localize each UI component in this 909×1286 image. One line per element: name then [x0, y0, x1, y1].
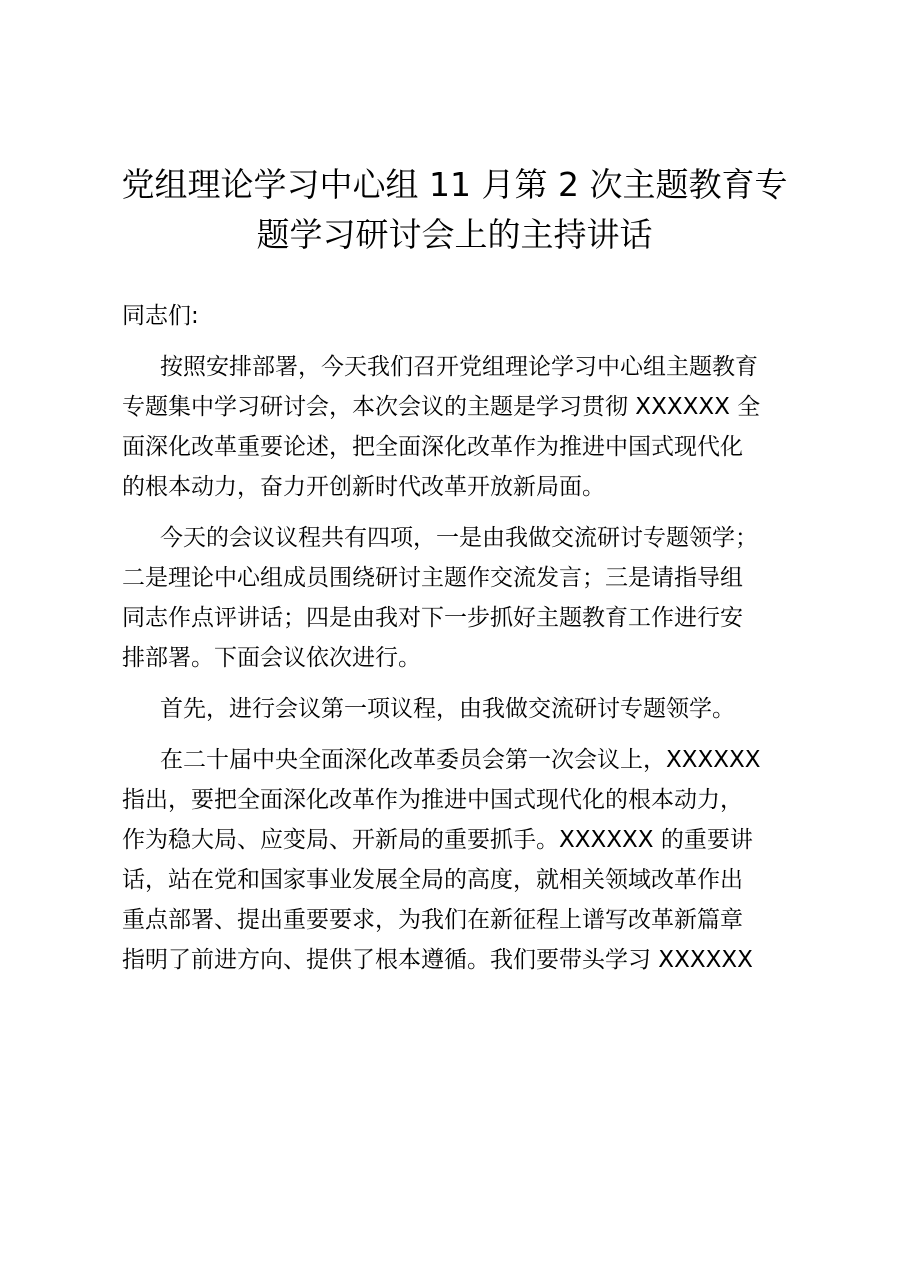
paragraph-line: 排部署。下面会议依次进行。	[122, 645, 421, 671]
title-line: 党组理论学习中心组 11 月第 2 次主题教育专	[121, 165, 788, 204]
document-body	[122, 296, 802, 980]
paragraph-line: 话，站在党和国家事业发展全局的高度，就相关领域改革作出	[122, 867, 743, 893]
paragraph-line: 按照安排部署，今天我们召开党组理论学习中心组主题教育	[160, 354, 758, 380]
paragraph-line: 专题集中学习研讨会，本次会议的主题是学习贯彻 XXXXXX 全	[122, 394, 761, 420]
paragraph-line: 的根本动力，奋力开创新时代改革开放新局面。	[122, 474, 605, 500]
paragraph-1	[122, 347, 802, 507]
paragraph-line: 重点部署、提出重要要求，为我们在新征程上谱写改革新篇章	[122, 907, 743, 933]
paragraph-2	[122, 518, 802, 678]
paragraph-line: 作为稳大局、应变局、开新局的重要抓手。XXXXXX 的重要讲	[122, 827, 753, 853]
paragraph-line: 同志作点评讲话；四是由我对下一步抓好主题教育工作进行安	[122, 605, 743, 631]
paragraph-line: 指出，要把全面深化改革作为推进中国式现代化的根本动力，	[122, 787, 743, 813]
paragraph-3	[122, 689, 802, 729]
paragraph-line: 面深化改革重要论述，把全面深化改革作为推进中国式现代化	[122, 434, 743, 460]
paragraph-line: 二是理论中心组成员围绕研讨主题作交流发言；三是请指导组	[122, 565, 743, 591]
document-title	[100, 160, 809, 260]
title-line: 题学习研讨会上的主持讲话	[256, 215, 653, 254]
paragraph-line: 今天的会议议程共有四项，一是由我做交流研讨专题领学；	[160, 525, 758, 551]
paragraph-line: 指明了前进方向、提供了根本遵循。我们要带头学习 XXXXXX	[122, 947, 753, 973]
paragraph-4	[122, 740, 802, 980]
salutation: 同志们:	[122, 303, 199, 329]
paragraph-line: 在二十届中央全面深化改革委员会第一次会议上，XXXXXX	[160, 747, 761, 773]
paragraph-line: 首先，进行会议第一项议程，由我做交流研讨专题领学。	[160, 696, 735, 722]
